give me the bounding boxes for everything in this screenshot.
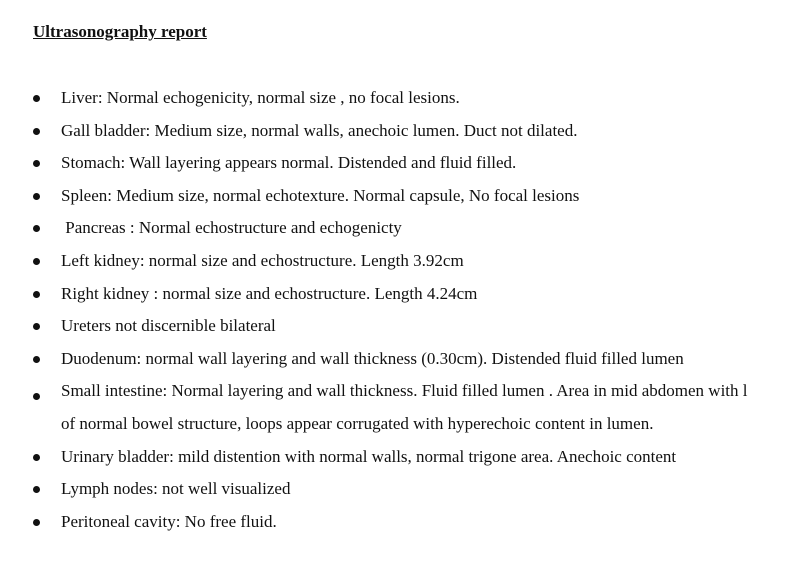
bullet-icon <box>33 128 40 135</box>
findings-list <box>0 87 800 543</box>
bullet-icon <box>33 454 40 461</box>
finding-text: Liver: Normal echogenicity, normal size , no focal lesions. <box>61 88 460 107</box>
finding-text: Ureters not discernible bilateral <box>61 316 276 336</box>
bullet-icon <box>33 519 40 526</box>
bullet-icon <box>33 356 40 363</box>
bullet-icon <box>33 323 40 330</box>
bullet-icon <box>33 291 40 298</box>
finding-text: Urinary bladder: mild distention with normal walls, normal trigone area. Anechoic content <box>61 446 677 466</box>
finding-text: Pancreas : Normal echostructure and echogenicty <box>61 218 402 238</box>
finding-text: Left kidney: normal size and echostructure. Length 3.92cm <box>61 250 464 270</box>
bullet-icon <box>33 193 40 200</box>
finding-text-line-1: Small intestine: Normal layering and wall thickness. Fluid filled lumen . Area in mid abdomen with l <box>61 381 748 401</box>
finding-text: Lymph nodes: not well visualized <box>61 479 291 499</box>
report-title: Ultrasonography report <box>33 22 207 41</box>
finding-text: Right kidney : normal size and echostructure. Length 4.24cm <box>61 283 478 303</box>
finding-text-line-2: of normal bowel structure, loops appear corrugated with hyperechoic content in lumen. <box>61 413 654 433</box>
finding-text <box>61 375 748 440</box>
finding-right-kidney <box>0 283 800 316</box>
bullet-icon <box>33 95 40 102</box>
finding-text: Spleen: Medium size, normal echotexture. Normal capsule, No focal lesions <box>61 185 580 205</box>
finding-lymph-nodes <box>0 478 800 511</box>
finding-left-kidney <box>0 250 800 283</box>
finding-liver <box>0 87 800 120</box>
finding-pancreas <box>0 217 800 250</box>
finding-text: Peritoneal cavity: No free fluid. <box>61 511 277 531</box>
bullet-icon <box>33 393 40 400</box>
finding-text: Stomach: Wall layering appears normal. Distended and fluid filled. <box>61 153 517 173</box>
finding-spleen <box>0 185 800 218</box>
finding-stomach <box>0 152 800 185</box>
bullet-icon <box>33 258 40 265</box>
bullet-icon <box>33 486 40 493</box>
finding-urinary-bladder <box>0 446 800 479</box>
finding-gall-bladder <box>0 120 800 153</box>
bullet-icon <box>33 225 40 232</box>
finding-ureters <box>0 315 800 348</box>
finding-text: Gall bladder: Medium size, normal walls, anechoic lumen. Duct not dilated. <box>61 120 578 140</box>
bullet-icon <box>33 160 40 167</box>
finding-small-intestine <box>0 380 800 445</box>
finding-peritoneal-cavity <box>0 511 800 544</box>
finding-text: Duodenum: normal wall layering and wall thickness (0.30cm). Distended fluid filled lumen <box>61 348 684 368</box>
